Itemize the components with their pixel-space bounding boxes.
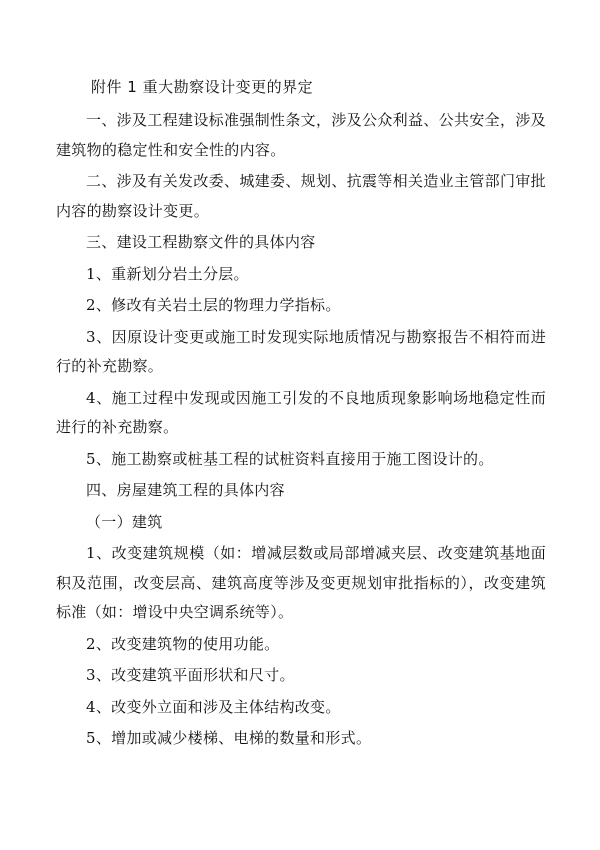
list-item: 5、施工勘察或桩基工程的试桩资料直接用于施工图设计的。 [86, 449, 494, 468]
list-item: 1、重新划分岩土分层。 [86, 264, 249, 283]
list-item: 1、改变建筑规模（如：增减层数或局部增减夹层、改变建筑基地面积及范围，改变层高、建筑高度等涉及变更规划审批指标的），改变建筑标准（如：增设中央空调系统等）。 [56, 544, 546, 621]
list-item: 5、增加或减少楼梯、电梯的数量和形式。 [86, 729, 372, 747]
list-item: 2、修改有关岩土层的物理力学指标。 [86, 296, 341, 314]
section-heading: 三、建设工程勘察文件的具体内容 [86, 233, 316, 251]
list-item: 2、改变建筑物的使用功能。 [86, 634, 280, 653]
list-item: 3、改变建筑平面形状和尺寸。 [86, 666, 295, 684]
list-item: 4、改变外立面和涉及主体结构改变。 [86, 697, 341, 716]
list-item: 4、施工过程中发现或因施工引发的不良地质现象影响场地稳定性而进行的补充勘察。 [56, 388, 546, 436]
list-item: 3、因原设计变更或施工时发现实际地质情况与勘察报告不相符而进行的补充勘察。 [56, 327, 546, 375]
document-body [56, 106, 546, 756]
paragraph: 一、涉及工程建设标准强制性条文，涉及公众利益、公共安全，涉及建筑物的稳定性和安全性的内容。 [56, 111, 546, 159]
document-title: 附件 1 重大勘察设计变更的界定 [91, 78, 314, 96]
subsection-heading: （一）建筑 [86, 512, 163, 531]
section-heading: 四、房屋建筑工程的具体内容 [86, 481, 285, 499]
paragraph: 二、涉及有关发改委、城建委、规划、抗震等相关造业主管部门审批内容的勘察设计变更。 [56, 172, 546, 220]
